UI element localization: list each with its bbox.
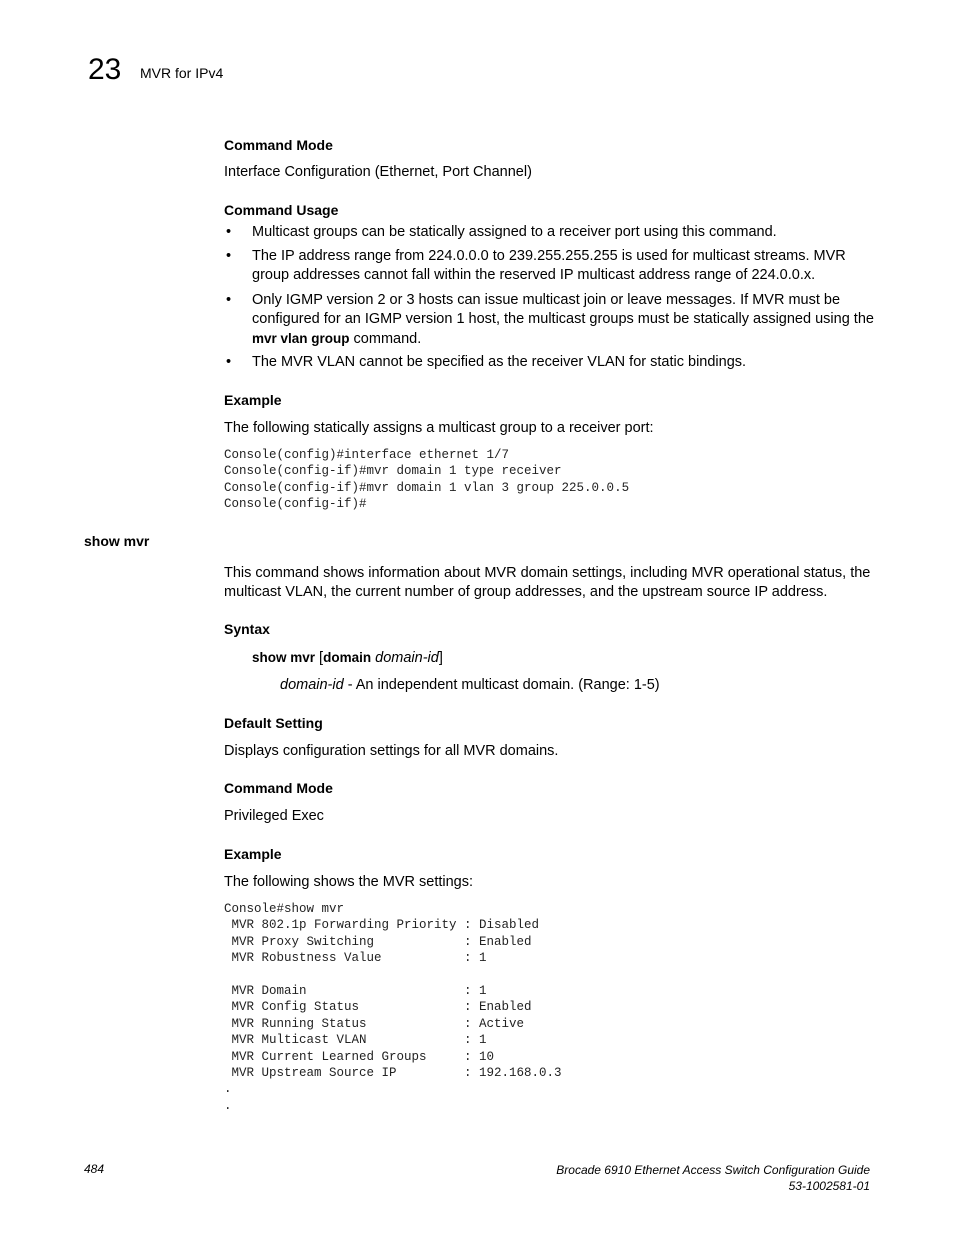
command-mode-heading: Command Mode (224, 137, 333, 153)
chapter-title: MVR for IPv4 (140, 65, 224, 81)
syntax-bracket-close: ] (438, 650, 443, 666)
command-title: show mvr (84, 533, 150, 549)
command-usage-heading: Command Usage (224, 202, 339, 218)
example-heading: Example (224, 392, 282, 408)
command-reference: mvr vlan group (252, 331, 350, 346)
guide-title: Brocade 6910 Ethernet Access Switch Configuration Guide (556, 1163, 870, 1177)
syntax-line (252, 648, 443, 668)
example-intro: The following statically assigns a multicast group to a receiver port: (224, 420, 654, 436)
parameter-name: domain-id (280, 677, 344, 693)
bullet-icon: • (226, 292, 232, 308)
example-code: Console(config)#interface ethernet 1/7 Console(config-if)#mvr domain 1 type receiver Console(config-if)#mvr domain 1 vlan 3 group 225.0.0.5 Console(config-if)# (224, 448, 630, 512)
command-mode-text: Privileged Exec (224, 808, 324, 824)
document-number: 53-1002581-01 (788, 1179, 870, 1193)
syntax-keyword: domain (323, 650, 372, 665)
command-description: This command shows information about MVR domain settings, including MVR operational status, the multicast VLAN, the current number of group addresses, and the upstream source IP address. (224, 565, 871, 600)
default-setting-heading: Default Setting (224, 715, 323, 731)
example-heading: Example (224, 846, 282, 862)
page-number: 484 (84, 1162, 105, 1176)
syntax-parameter: domain-id (375, 650, 439, 666)
chapter-number: 23 (88, 53, 122, 86)
command-mode-text: Interface Configuration (Ethernet, Port Channel) (224, 164, 532, 180)
bullet-text: The MVR VLAN cannot be specified as the receiver VLAN for static bindings. (252, 354, 747, 370)
example-code: Console#show mvr MVR 802.1p Forwarding Priority : Disabled MVR Proxy Switching : Enabled MVR Robustness Value : 1 MVR Domain : 1 MVR Config Status : Enabled MVR Running Status : Active MVR Multicast VLAN : 1 MVR Current Learned Groups : 10 MVR Upstream Source IP : 192.168.0.3 . . (224, 902, 562, 1113)
command-mode-heading: Command Mode (224, 780, 333, 796)
footer-guide-info (556, 1162, 870, 1194)
bullet-icon: • (226, 224, 232, 240)
parameter-description: - An independent multicast domain. (Range: 1-5) (343, 677, 660, 693)
bullet-text: Multicast groups can be statically assigned to a receiver port using this command. (252, 224, 777, 240)
example-intro: The following shows the MVR settings: (224, 874, 474, 890)
bullet-icon: • (226, 248, 232, 264)
bullet-text: The IP address range from 224.0.0.0 to 239.255.255.255 is used for multicast streams. MVR group addresses cannot fall within the reserved IP multicast address range of 224.0.0.x. (252, 248, 846, 283)
bullet-text (252, 291, 874, 349)
bullet-icon: • (226, 354, 232, 370)
parameter-line (280, 676, 660, 695)
default-setting-text: Displays configuration settings for all MVR domains. (224, 743, 559, 759)
syntax-command: show mvr (252, 650, 316, 665)
bullet-text-pre: Only IGMP version 2 or 3 hosts can issue multicast join or leave messages. If MVR must be configured for an IGMP version 1 host, the multicast groups must be statically assigned using the (252, 292, 874, 327)
bullet-text-post: command. (349, 331, 422, 347)
syntax-heading: Syntax (224, 621, 270, 637)
syntax-bracket-open: [ (315, 650, 324, 666)
